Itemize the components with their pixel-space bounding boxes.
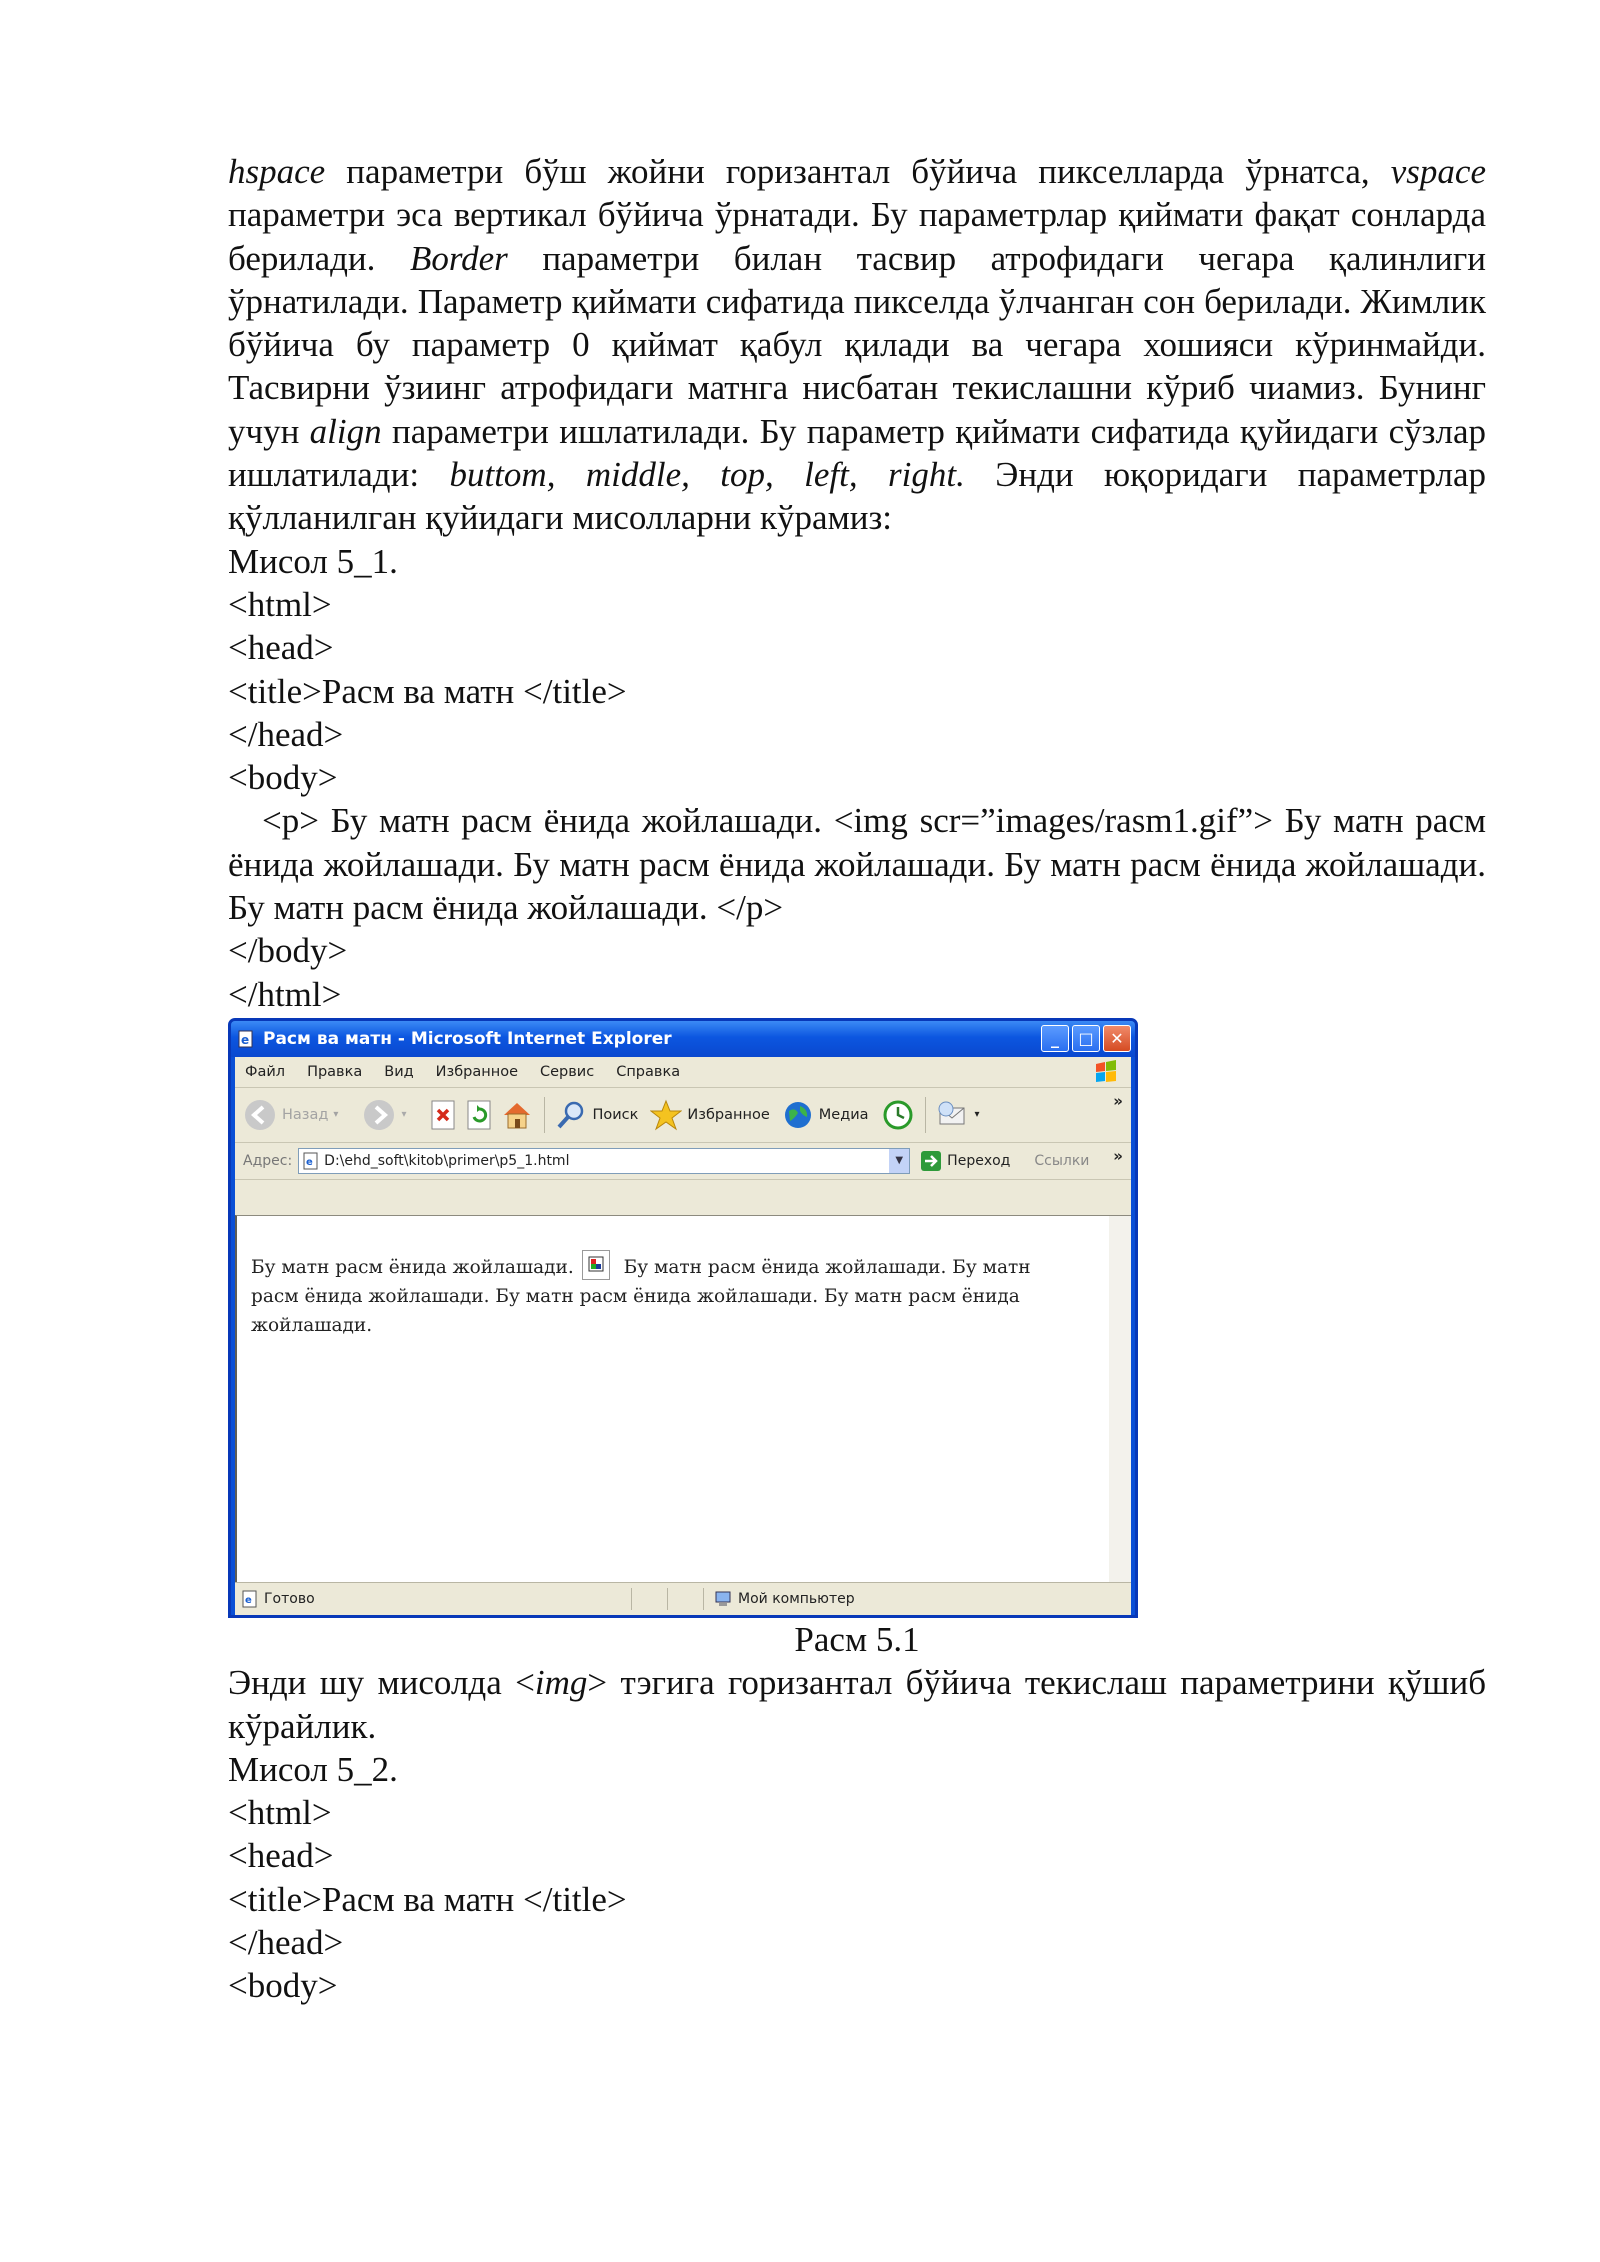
home-icon bbox=[500, 1099, 534, 1131]
minimize-button[interactable]: _ bbox=[1041, 1025, 1069, 1052]
code-line: </head> bbox=[228, 714, 344, 754]
svg-text:e: e bbox=[306, 1156, 313, 1168]
go-label: Переход bbox=[947, 1152, 1011, 1169]
media-button[interactable] bbox=[782, 1099, 869, 1131]
menu-bar bbox=[235, 1057, 1131, 1088]
term-align: align bbox=[309, 411, 382, 451]
stop-icon bbox=[428, 1099, 458, 1131]
code-line: <title>Расм ва матн </title> bbox=[228, 671, 627, 711]
mail-button[interactable]: ▾ bbox=[936, 1099, 980, 1131]
code-line: </html> bbox=[228, 974, 342, 1014]
browser-title: Расм ва матн - Microsoft Internet Explorer bbox=[263, 1028, 672, 1049]
followup-paragraph bbox=[228, 1661, 1486, 1748]
my-computer-icon bbox=[714, 1590, 732, 1608]
media-globe-icon bbox=[782, 1099, 814, 1131]
browser-window-screenshot bbox=[228, 1018, 1138, 1618]
code-line: </head> bbox=[228, 1923, 344, 1963]
zone-label: Мой компьютер bbox=[738, 1590, 855, 1607]
history-button[interactable] bbox=[881, 1099, 915, 1131]
browser-body bbox=[235, 1057, 1131, 1615]
broken-image-icon bbox=[582, 1250, 610, 1280]
document-page bbox=[228, 150, 1486, 2008]
forward-arrow-icon bbox=[362, 1098, 396, 1132]
media-label: Медиа bbox=[818, 1106, 869, 1123]
code-line: </body> bbox=[228, 931, 348, 971]
maximize-button[interactable]: □ bbox=[1072, 1025, 1100, 1052]
mail-icon bbox=[936, 1099, 970, 1131]
page-done-icon bbox=[241, 1590, 259, 1608]
term-img: img bbox=[534, 1663, 588, 1703]
intro-text-3: параметри билан тасвир атрофидаги чегара қалинлиги ўрнатилади. Параметр қиймати сифатида пикселда ўлчанган сон берилади. Жимлик бўйича бу параметр 0 қиймат қабул қилади ва чегара хошияси кўринмайди. Тасвирни ўзиинг атрофидаги матнга нисбатан текислашни кўриб чиамиз. Бунинг учун bbox=[228, 238, 1487, 451]
favorites-button[interactable] bbox=[650, 1099, 769, 1131]
back-label: Назад bbox=[282, 1106, 329, 1123]
vertical-scrollbar[interactable] bbox=[1109, 1216, 1131, 1583]
toolbar-more-chevron[interactable]: » bbox=[1113, 1091, 1123, 1110]
address-value: D:\ehd_soft\kitob\primer\p5_1.html bbox=[324, 1152, 570, 1169]
menu-file[interactable]: Файл bbox=[245, 1063, 286, 1080]
intro-text-1: параметри бўш жойни горизантал бўйича пикселларда ўрнатса, bbox=[325, 152, 1391, 191]
home-button[interactable] bbox=[500, 1099, 534, 1131]
menu-view[interactable]: Вид bbox=[384, 1063, 414, 1080]
svg-text:e: e bbox=[241, 1032, 250, 1047]
rendered-text-before: Бу матн расм ёнида жойлашади. bbox=[251, 1256, 574, 1278]
menu-help[interactable]: Справка bbox=[616, 1063, 681, 1080]
status-cell bbox=[631, 1588, 667, 1610]
term-vspace: vspace bbox=[1390, 152, 1486, 191]
toolbar-separator bbox=[544, 1097, 545, 1133]
links-label[interactable]: Ссылки bbox=[1034, 1152, 1090, 1169]
ie-page-icon bbox=[237, 1030, 255, 1048]
windows-logo-icon bbox=[1093, 1060, 1119, 1084]
favorites-star-icon bbox=[650, 1099, 682, 1131]
go-arrow-icon bbox=[920, 1150, 942, 1172]
followup-text-2: > тэгига горизантал бўйича текислаш параметрини қўшиб кўрайлик. bbox=[228, 1663, 1486, 1746]
close-button[interactable]: ✕ bbox=[1103, 1025, 1131, 1052]
term-hspace: hspace bbox=[228, 152, 326, 191]
intro-text-2: параметри эса вертикал бўйича ўрнатади. Бу параметрлар қиймати фақат сонларда берилади. bbox=[228, 195, 1486, 278]
address-bar bbox=[235, 1143, 1131, 1180]
example1-title: Мисол 5_1. bbox=[228, 541, 398, 581]
browser-titlebar bbox=[231, 1021, 1135, 1057]
address-dropdown-icon[interactable]: ▼ bbox=[889, 1149, 909, 1173]
page-viewport bbox=[235, 1215, 1131, 1583]
example2-title: Мисол 5_2. bbox=[228, 1749, 398, 1789]
followup-text-1: Энди шу мисолда < bbox=[228, 1663, 535, 1703]
code-line: <head> bbox=[228, 628, 334, 668]
page-icon bbox=[303, 1152, 319, 1170]
rendered-text-after: Бу матн расм ёнида жойлашади. Бу матн расм ёнида жойлашади. Бу матн расм ёнида жойлашади. Бу матн расм ёнида жойлашади. bbox=[251, 1256, 1031, 1336]
code-line: <html> bbox=[228, 584, 332, 624]
toolbar-separator bbox=[925, 1097, 926, 1133]
refresh-button[interactable] bbox=[464, 1099, 494, 1131]
back-arrow-icon bbox=[243, 1098, 277, 1132]
code-paragraph: <p> Бу матн расм ёнида жойлашади. <img scr=”images/rasm1.gif”> Бу матн расм ёнида жойлашади. Бу матн расм ёнида жойлашади. Бу матн расм ёнида жойлашади. Бу матн расм ёнида жойлашади. </p> bbox=[228, 801, 1486, 928]
favorites-label: Избранное bbox=[687, 1106, 770, 1123]
menu-edit[interactable]: Правка bbox=[307, 1063, 363, 1080]
status-bar bbox=[235, 1582, 1131, 1615]
standard-toolbar bbox=[235, 1088, 1131, 1143]
search-button[interactable] bbox=[555, 1099, 638, 1131]
menu-tools[interactable]: Сервис bbox=[540, 1063, 595, 1080]
stop-button[interactable] bbox=[428, 1099, 458, 1131]
menu-favorites[interactable]: Избранное bbox=[435, 1063, 518, 1080]
security-zone bbox=[703, 1588, 855, 1610]
svg-text:e: e bbox=[245, 1594, 252, 1606]
status-cell bbox=[667, 1588, 703, 1610]
forward-button[interactable]: ▾ bbox=[362, 1098, 406, 1132]
search-icon bbox=[555, 1099, 587, 1131]
address-label: Адрес: bbox=[243, 1152, 293, 1169]
refresh-icon bbox=[464, 1099, 494, 1131]
figure-caption: Расм 5.1 bbox=[794, 1619, 920, 1659]
code-line: <title>Расм ва матн </title> bbox=[228, 1879, 627, 1919]
intro-text-5: Энди юқоридаги параметрлар қўлланилган қуйидаги мисолларни кўрамиз: bbox=[228, 455, 1486, 538]
intro-text-4: параметри ишлатилади. Бу параметр қиймати сифатида қуйидаги сўзлар ишлатилади: bbox=[228, 411, 1486, 495]
code-line: <head> bbox=[228, 1836, 334, 1876]
code-line: <body> bbox=[228, 758, 338, 798]
history-icon bbox=[881, 1099, 915, 1131]
links-more-chevron[interactable]: » bbox=[1113, 1146, 1123, 1165]
code-line: <body> bbox=[228, 1966, 338, 2006]
code-line: <html> bbox=[228, 1793, 332, 1833]
intro-paragraph bbox=[228, 150, 1486, 540]
align-values: buttom, middle, top, left, right. bbox=[449, 455, 965, 495]
address-input[interactable] bbox=[298, 1148, 910, 1174]
term-border: Border bbox=[409, 238, 508, 278]
rendered-paragraph bbox=[251, 1250, 1071, 1340]
search-label: Поиск bbox=[592, 1106, 639, 1123]
go-button[interactable] bbox=[920, 1150, 1010, 1172]
status-text: Готово bbox=[264, 1590, 315, 1607]
back-button[interactable]: Назад ▾ bbox=[243, 1098, 338, 1132]
